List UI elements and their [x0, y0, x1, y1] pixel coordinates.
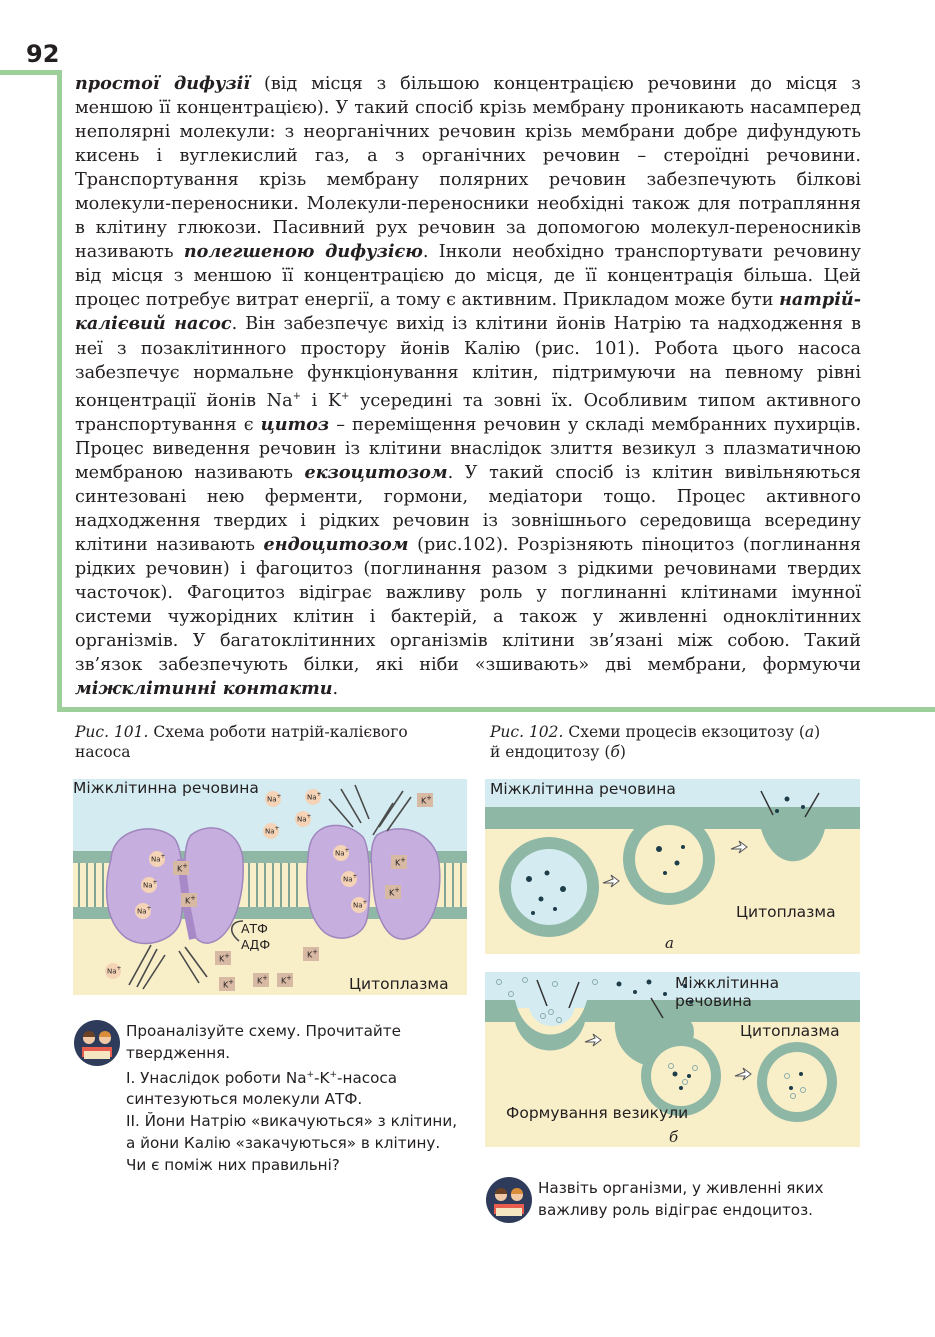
text-run: і K [300, 390, 341, 411]
ion-k-label [389, 886, 400, 898]
ion-k-label [307, 948, 318, 960]
frame-left-line [57, 70, 62, 712]
fig101-label-adp: АДФ [241, 937, 271, 952]
ion-k-label [223, 978, 234, 990]
ion-na-label [307, 792, 321, 801]
na-plus: + [152, 880, 158, 886]
students-avatar-icon [486, 1177, 532, 1223]
ion-k-label [395, 856, 406, 868]
text-run: (рис.102). Розрізняють піноцитоз (поглинання рідких речовин) і фагоцитоз (поглинання разом з рідкими речовинами твердих часточок). Фагоцитоз відіграє важливу роль у поглинанні клітинами імунної системи чужорідних клітин і бактерій, а також у живленні одноклітинних організмів. У багатоклітинних організмів клітини зв’язані між собою. Такий зв’язок забезпечують білки, які ніби «зшивають» дві мембрани, формуючи [75, 534, 861, 675]
k-plus: + [286, 974, 292, 982]
na-text: Na [353, 901, 363, 910]
na-text: Na [307, 793, 317, 802]
k-plus: + [224, 952, 230, 960]
fig102b-letter: б [669, 1128, 679, 1146]
k-plus: + [394, 886, 400, 894]
page-number: 92 [26, 40, 60, 68]
ion-na-label [107, 966, 121, 975]
na-text: Na [297, 815, 307, 824]
k-text: K [219, 954, 225, 964]
superscript: + [341, 390, 350, 402]
fig101-label-atp: АТФ [241, 921, 268, 936]
na-plus: + [146, 906, 152, 912]
question-line: ІІ. Йони Натрію «викачуються» з клітини, [126, 1112, 458, 1131]
superscript: + [306, 1069, 315, 1080]
k-text: K [395, 858, 401, 868]
ion-na-label [297, 814, 311, 823]
k-plus: + [262, 974, 268, 982]
term-endocytosis: ендоцитозом [263, 533, 409, 555]
k-text: K [177, 864, 183, 874]
fig102a-letter: а [665, 934, 674, 952]
fig102b-label-vesicle: Формування везикули [506, 1104, 689, 1122]
na-plus: + [276, 794, 282, 800]
k-text: K [307, 950, 313, 960]
fig102a-label-cytoplasm: Цитоплазма [736, 903, 836, 921]
k-text: K [389, 888, 395, 898]
ion-k-label [177, 862, 188, 874]
text-run: усередині та зовні їх. Особливим типом активного транспортування є [75, 390, 861, 435]
term-simple-diffusion: простої дифузії [75, 73, 251, 94]
text-run: . [332, 679, 339, 700]
na-plus: + [352, 874, 358, 880]
k-text: K [257, 976, 263, 986]
k-plus: + [426, 794, 432, 802]
frame-bottom-line [57, 707, 935, 712]
k-plus: + [228, 978, 234, 986]
na-text: Na [107, 967, 117, 976]
fig101-caption-text: Схема роботи натрій-калієвого насоса [75, 723, 408, 761]
question-line: твердження. [126, 1043, 231, 1062]
ion-na-label [335, 848, 349, 857]
question-line: Чи є поміж них правильні? [126, 1155, 340, 1174]
superscript: + [292, 390, 301, 402]
na-plus: + [362, 900, 368, 906]
caption-letter-b: б [610, 743, 620, 761]
text-run: . Він забезпечує вихід із клітини йонів Натрію та надходження в неї з позаклітинного простору йонів Калію (рис. 101). Робота цього насоса забезпечує нормальне функціонування клітин, підтримуючи на певному рівні концентрації йонів Na [75, 314, 861, 411]
term-sodium-potassium-pump: натрій-калієвий насос [75, 289, 861, 335]
term-cytosis: цитоз [260, 413, 330, 435]
k-text: K [281, 976, 287, 986]
question-line: Назвіть організми, у живленні яких [538, 1179, 824, 1197]
ion-k-label [185, 894, 196, 906]
question-line [126, 1065, 457, 1090]
caption-run: й ендоцитозу ( [490, 743, 611, 761]
k-plus: + [190, 894, 196, 902]
ion-k-label [219, 952, 230, 964]
fig102a-label-extracellular: Міжклітинна речовина [490, 780, 676, 798]
caption-run: ) [814, 723, 821, 741]
fig102b-label-cytoplasm: Цитоплазма [740, 1022, 840, 1040]
caption-run: Схеми процесів екзоцитозу ( [563, 723, 805, 741]
fig101-caption [75, 722, 455, 762]
main-text [75, 72, 861, 701]
pump-protein-left [107, 828, 244, 944]
term-exocytosis: екзоцитозом [304, 461, 448, 483]
fig102-caption-label: Рис. 102. [490, 723, 564, 741]
text-run: – переміщення речовин у складі мембранних пухирців. Процес виведення речовин із клітини внаслідок злиття везикул з плазматичною мембраною називають [75, 414, 861, 483]
term-intercellular-contacts: міжклітинні контакти [75, 678, 333, 700]
na-text: Na [267, 795, 277, 804]
k-plus: + [312, 948, 318, 956]
fig101-label-extracellular: Міжклітинна речовина [73, 779, 259, 797]
question-2 [538, 1178, 823, 1222]
k-plus: + [182, 862, 188, 870]
fig102b-diagram [485, 972, 860, 1147]
text-run: -насоса [337, 1068, 398, 1087]
ion-na-label [143, 880, 157, 889]
fig101-diagram [73, 779, 467, 995]
ion-na-label [151, 854, 165, 863]
na-plus: + [116, 966, 122, 972]
ion-k-label [281, 974, 292, 986]
na-plus: + [316, 792, 322, 798]
question-1 [126, 1021, 457, 1177]
question-line: Проаналізуйте схему. Прочитайте [126, 1022, 401, 1040]
text-run: -K [314, 1068, 330, 1087]
k-plus: + [400, 856, 406, 864]
question-line: важливу роль відіграє ендоцитоз. [538, 1200, 813, 1219]
k-text: K [223, 980, 229, 990]
na-plus: + [344, 848, 350, 854]
ion-na-label [265, 826, 279, 835]
ion-na-label [353, 900, 367, 909]
ion-na-label [343, 874, 357, 883]
na-plus: + [160, 854, 166, 860]
na-text: Na [143, 881, 153, 890]
text-run: . У такий спосіб із клітин вивільняються синтезовані нею ферменти, гормони, медіатори тощо. Процес активного надходження твердих і рідких речовин із зовнішнього середовища всередину клітини називають [75, 462, 861, 555]
k-text: K [421, 796, 427, 806]
question-line: а йони Калію «закачуються» в клітину. [126, 1134, 441, 1153]
fig102a-diagram [485, 779, 860, 954]
caption-run: ) [619, 743, 626, 761]
question-line: синтезуються молекули АТФ. [126, 1090, 363, 1109]
na-text: Na [343, 875, 353, 884]
frame-top-line [0, 70, 62, 75]
main-paragraph [75, 72, 861, 701]
text-run: . Інколи необхідно транспортувати речовину від місця з меншою її концентрацією до місця, де її концентрація більша. Цей процес потребує витрат енергії, а тому є активним. Прикладом може бути [75, 242, 861, 311]
na-text: Na [335, 849, 345, 858]
na-text: Na [265, 827, 275, 836]
fig102b-label-extracellular: Міжклітинна речовина [675, 974, 780, 1010]
ion-k-label [257, 974, 268, 986]
na-plus: + [274, 826, 280, 832]
ion-na-label [267, 794, 281, 803]
superscript: + [329, 1069, 338, 1080]
fig101-svg [73, 779, 467, 995]
fig102a-svg [485, 779, 860, 954]
k-text: K [185, 896, 191, 906]
fig101-caption-label: Рис. 101. [75, 723, 149, 741]
ion-k-label [421, 794, 432, 806]
ion-na-label [137, 906, 151, 915]
caption-letter-a: а [804, 723, 815, 741]
text-run: І. Унаслідок роботи Na [126, 1068, 307, 1087]
students-avatar-icon [74, 1020, 120, 1066]
fig101-label-cytoplasm: Цитоплазма [349, 975, 449, 993]
na-text: Na [151, 855, 161, 864]
term-facilitated-diffusion: полегшеною дифузією [183, 241, 423, 263]
text-run: (від місця з більшою концентрацією речовини до місця з меншою її концентрацією). У такий спосіб крізь мембрану проникають насамперед неполярні молекули: з неорганічних речовин крізь мембрани добре дифундують кисень і вуглекислий газ, а з органічних речовин – стероїдні речовини. Транспортування крізь мембрану полярних речовин забезпечують білкові молекули-переносники. Молекули-переносники необхідні також для потрапляння в клітину глюкози. Пасивний рух речовин за допомогою молекул-переносників називають [75, 74, 861, 263]
fig102-caption [490, 722, 870, 762]
na-text: Na [137, 907, 147, 916]
na-plus: + [306, 814, 312, 820]
